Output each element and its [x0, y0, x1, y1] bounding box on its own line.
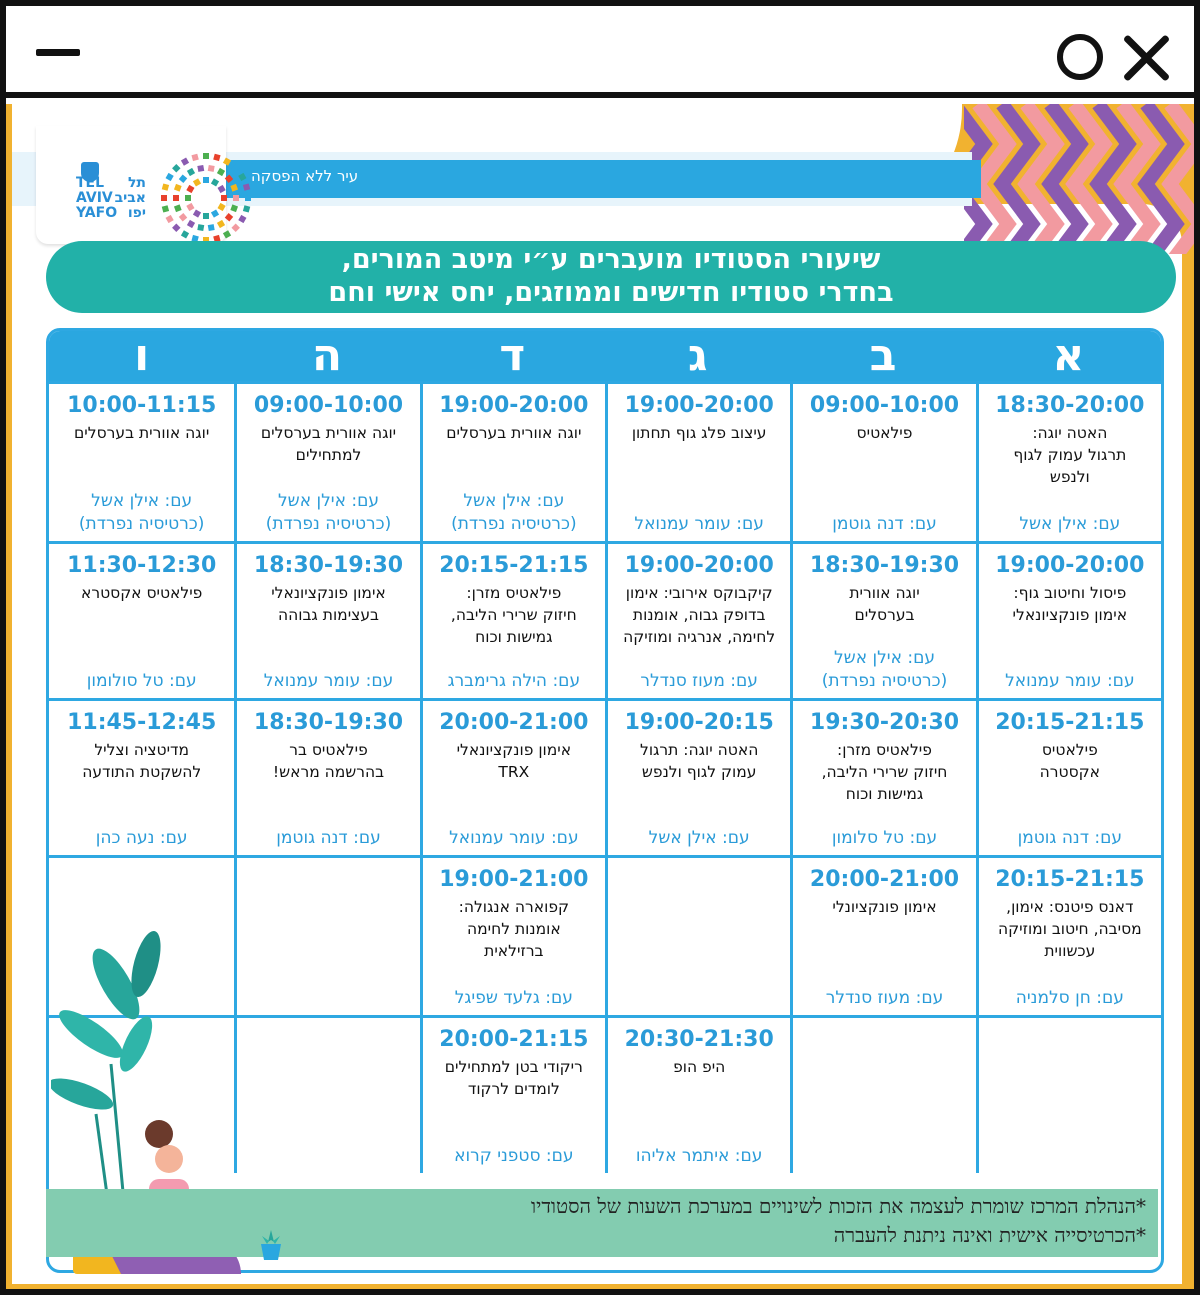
class-time: 20:15-21:15: [995, 710, 1145, 735]
class-name: פיסול וחיטוב גוף: אימון פונקציונאלי: [1012, 584, 1128, 624]
minimize-icon[interactable]: [36, 49, 80, 56]
schedule-cell: [420, 855, 605, 1015]
class-name: האטה יוגה: תרגול עמוק לגוף ולנפש: [640, 741, 759, 781]
schedule-cell: [234, 541, 419, 698]
city-logo: [36, 126, 226, 244]
class-name: יוגה אוורית בערסלים: [74, 424, 210, 442]
schedule-cell: [605, 381, 790, 541]
days-header: [49, 331, 1161, 381]
class-time: 20:30-21:30: [624, 1027, 774, 1052]
class-name: קיקבוקס אירובי: אימון בדופק גבוה, אומנות לחימה, אנרגיה ומוזיקה: [623, 584, 776, 646]
class-name: פילאטיס בר בהרשמה מראש!: [272, 741, 385, 781]
instructor: עם: עומר עמנואל: [263, 671, 394, 691]
headline-line-2: בחדרי סטודיו חדישים וממוזגים, יחס אישי וחם: [328, 277, 894, 308]
instructor: עם: מעוז סנדלר: [640, 671, 758, 691]
schedule-cell: [976, 855, 1161, 1015]
day-header: ו: [134, 330, 150, 381]
headline-line-1: שיעורי הסטודיו מועברים ע״י מיטב המורים,: [341, 244, 881, 275]
class-time: 11:30-12:30: [67, 553, 217, 578]
schedule-cell: [420, 381, 605, 541]
headline: [66, 243, 1156, 313]
schedule-cell: [976, 381, 1161, 541]
logo-text-he: תל אביב יפו: [114, 175, 146, 221]
class-time: 10:00-11:15: [67, 393, 217, 418]
class-name: פילאטיס אקסטרא: [80, 584, 203, 602]
schedule-cell: [420, 541, 605, 698]
schedule-cell: [790, 541, 975, 698]
instructor: עם: טל סולומון: [86, 671, 197, 691]
class-time: 19:00-20:00: [624, 393, 774, 418]
class-name: פילאטיס מזרן: חיזוק שרירי הליבה, גמישות וכוח: [821, 741, 948, 803]
footer-line-2: *הכרטיסייה אישית ואינה ניתנת להעברה: [833, 1223, 1146, 1247]
schedule-cell: [605, 1015, 790, 1173]
schedule-cell: [790, 698, 975, 855]
class-name: אימון פונקציונאלי TRX: [456, 741, 572, 781]
class-name: ריקודי בטן למתחילים לומדים לרקוד: [444, 1058, 583, 1098]
class-time: 19:00-20:00: [624, 553, 774, 578]
schedule-cell: [49, 698, 234, 855]
instructor: עם: עומר עמנואל: [634, 514, 764, 534]
class-time: 18:30-19:30: [253, 710, 404, 735]
class-time: 19:00-20:00: [439, 393, 589, 418]
instructor: עם: דנה גוטמן: [832, 514, 937, 534]
footer-line-1: *הנהלת המרכז שומרת לעצמה את הזכות לשינויים במערכת השעות של הסטודיו: [530, 1194, 1146, 1218]
class-name: יוגה אוורית בערסלים: [446, 424, 582, 442]
slogan: עיר ללא הפסקה: [251, 167, 359, 185]
class-time: 20:00-21:15: [439, 1027, 589, 1052]
class-name: מדיטציה וצליל להשקטת התודעה: [82, 741, 202, 781]
instructor: עם: הילה גרימברג: [447, 671, 581, 691]
class-time: 18:30-20:00: [995, 393, 1145, 418]
schedule-cell: [976, 698, 1161, 855]
schedule-cell: [605, 698, 790, 855]
schedule-cell: [976, 1015, 1161, 1173]
schedule-cell: [790, 855, 975, 1015]
instructor: עם: אילן אשל (כרטיסיה נפרדת): [265, 491, 392, 534]
class-time: 19:00-20:15: [624, 710, 774, 735]
class-name: האטה יוגה: תרגול עמוק לגוף ולנפש: [1013, 424, 1127, 486]
day-header: ג: [687, 330, 708, 381]
class-time: 19:30-20:30: [809, 710, 960, 735]
instructor: עם: סטפני קרוא: [454, 1146, 574, 1166]
instructor: עם: עומר עמנואל: [1005, 671, 1135, 691]
chevron-pattern-icon: [964, 104, 1194, 254]
class-name: דאנס פיטנס: אימון, מסיבה, חיטוב ומוזיקה עכשווית: [997, 898, 1142, 960]
instructor: עם: טל סלומון: [831, 828, 938, 848]
schedule-cell: [605, 541, 790, 698]
schedule-cell: [234, 381, 419, 541]
class-time: 19:00-21:00: [439, 867, 589, 892]
instructor: עם: אילן אשל (כרטיסיה נפרדת): [821, 648, 948, 691]
day-header: א: [1052, 330, 1085, 381]
footer-notes: [256, 1192, 1146, 1250]
class-name: יוגה אוורית בערסלים: [849, 584, 920, 624]
schedule-cell: [49, 381, 234, 541]
class-name: פילאטיס מזרן: חיזוק שרירי הליבה, גמישות וכוח: [450, 584, 577, 646]
close-icon[interactable]: [1118, 30, 1174, 86]
class-name: אימון פונקציונאלי בעצימות גבוהה: [271, 584, 386, 624]
instructor: עם: אילן אשל: [648, 828, 750, 848]
circle-icon[interactable]: [1057, 34, 1103, 80]
class-time: 19:00-20:00: [995, 553, 1145, 578]
class-time: 20:15-21:15: [439, 553, 589, 578]
schedule-cell: [605, 855, 790, 1015]
class-name: עיצוב פלג גוף תחתון: [631, 424, 767, 442]
instructor: עם: איתמר אליהו: [635, 1146, 763, 1166]
class-time: 09:00-10:00: [809, 393, 960, 418]
instructor: עם: אילן אשל (כרטיסיה נפרדת): [451, 491, 577, 534]
day-header: ה: [311, 330, 343, 381]
instructor: עם: אילן אשל (כרטיסיה נפרדת): [78, 491, 205, 534]
class-name: יוגה אוורית בערסלים למתחילים: [260, 424, 397, 464]
class-time: 18:30-19:30: [253, 553, 404, 578]
instructor: עם: עומר עמנואל: [449, 828, 579, 848]
schedule-cell: [976, 541, 1161, 698]
poster-content: [6, 104, 1194, 1289]
class-name: היפ הופ: [673, 1058, 726, 1076]
title-bar: [6, 6, 1194, 98]
schedule-cell: [790, 1015, 975, 1173]
day-header: ב: [869, 330, 897, 381]
class-name: פילאטיס: [856, 424, 913, 442]
instructor: עם: דנה גוטמן: [276, 828, 381, 848]
class-time: 20:00-21:00: [809, 867, 960, 892]
class-time: 11:45-12:45: [67, 710, 217, 735]
instructor: עם: אילן אשל: [1019, 514, 1121, 534]
schedule-cell: [420, 1015, 605, 1173]
instructor: עם: נעה כהן: [95, 828, 188, 848]
schedule-cell: [790, 381, 975, 541]
class-time: 20:00-21:00: [439, 710, 589, 735]
instructor: עם: חן סלמניה: [1015, 988, 1124, 1008]
class-time: 09:00-10:00: [253, 393, 404, 418]
instructor: עם: גלעד שפיגל: [454, 988, 573, 1008]
schedule-cell: [234, 698, 419, 855]
class-name: אימון פונקציונלי: [832, 898, 937, 916]
schedule-cell: [49, 541, 234, 698]
instructor: עם: מעוז סנדלר: [825, 988, 944, 1008]
logo-text-en: TEL AVIV YAFO: [76, 175, 118, 221]
class-time: 18:30-19:30: [809, 553, 960, 578]
logo-burst-icon: [161, 153, 251, 243]
schedule-cell: [420, 698, 605, 855]
instructor: עם: דנה גוטמן: [1017, 828, 1123, 848]
day-header: ד: [499, 330, 526, 381]
plant-icon: [256, 1226, 286, 1262]
class-name: קפוארה אנגולה: אומנות לחימה ברזילאית: [458, 898, 570, 960]
class-time: 20:15-21:15: [995, 867, 1145, 892]
class-name: פילאטיס אקסטרה: [1039, 741, 1100, 781]
